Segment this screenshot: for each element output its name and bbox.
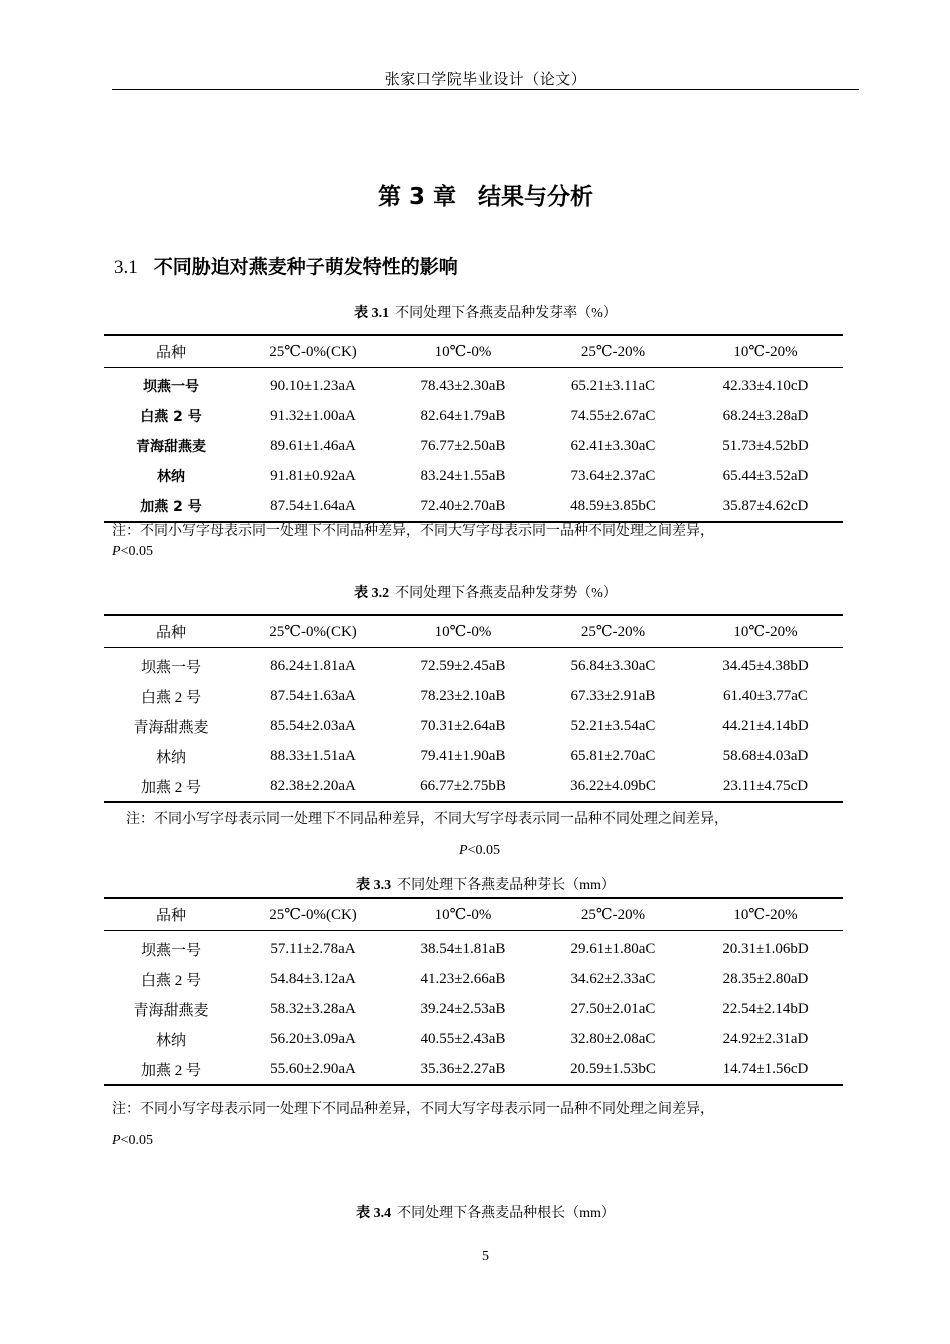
value-cell: 34.45±4.38bD: [722, 657, 809, 674]
value-cell: 72.59±2.45aB: [420, 657, 506, 674]
col-header: 25℃-0%(CK): [269, 624, 357, 640]
section-number: 3.1: [114, 257, 138, 278]
note-text: 注：不同小写字母表示同一处理下不同品种差异，不同大写字母表示同一品种不同处理之间差异，: [126, 812, 728, 827]
note-text: 注：不同小写字母表示同一处理下不同品种差异，不同大写字母表示同一品种不同处理之间差异，: [112, 524, 714, 539]
note-text: 注：不同小写字母表示同一处理下不同品种差异，不同大写字母表示同一品种不同处理之间差异，: [112, 1102, 714, 1117]
variety-cell: 白燕 2 号: [140, 409, 202, 425]
col-header: 10℃-0%: [434, 344, 492, 360]
table-label: 表 3.4: [356, 1206, 392, 1221]
value-cell: 91.32±1.00aA: [270, 407, 356, 424]
value-cell: 40.55±2.43aB: [420, 1030, 506, 1047]
value-cell: 41.23±2.66aB: [420, 970, 506, 987]
value-cell: 90.10±1.23aA: [270, 377, 356, 394]
table-row: [104, 648, 843, 682]
col-header: 品种: [155, 908, 186, 924]
value-cell: 51.73±4.52bD: [722, 437, 809, 454]
value-cell: 82.38±2.20aA: [270, 777, 356, 794]
section-heading: [114, 252, 458, 279]
col-header: 10℃-0%: [434, 907, 492, 923]
value-cell: 20.59±1.53bC: [570, 1060, 656, 1077]
value-cell: 83.24±1.55aB: [420, 467, 506, 484]
value-cell: 27.50±2.01aC: [570, 1000, 656, 1017]
table-title: 不同处理下各燕麦品种芽长（mm）: [397, 878, 615, 893]
table-sprout-length: [104, 897, 843, 1086]
variety-cell: 坝燕一号: [143, 379, 199, 395]
value-cell: 28.35±2.80aD: [722, 970, 809, 987]
table-germination-rate: [104, 334, 843, 523]
value-cell: 42.33±4.10cD: [722, 377, 809, 394]
value-cell: 85.54±2.03aA: [270, 717, 356, 734]
value-cell: 70.31±2.64aB: [420, 717, 506, 734]
variety-cell: 青海甜燕麦: [136, 439, 206, 455]
table-row: [104, 401, 843, 431]
table-row: [104, 681, 843, 711]
col-header: 品种: [155, 625, 186, 641]
table-row: [104, 461, 843, 491]
note-p: P: [112, 1133, 121, 1148]
value-cell: 67.33±2.91aB: [570, 687, 656, 704]
value-cell: 52.21±3.54aC: [570, 717, 656, 734]
value-cell: 44.21±4.14bD: [722, 717, 809, 734]
value-cell: 78.23±2.10aB: [420, 687, 506, 704]
variety-cell: 白燕 2 号: [140, 689, 201, 706]
value-cell: 58.32±3.28aA: [270, 1000, 356, 1017]
value-cell: 35.36±2.27aB: [420, 1060, 506, 1077]
variety-cell: 加燕 2 号: [140, 779, 201, 796]
value-cell: 39.24±2.53aB: [420, 1000, 506, 1017]
col-header: 25℃-0%(CK): [269, 907, 357, 923]
note-p: P: [112, 544, 121, 559]
col-header: 10℃-0%: [434, 624, 492, 640]
note-threshold: <0.05: [120, 544, 153, 559]
value-cell: 65.44±3.52aD: [722, 467, 809, 484]
table-caption-3-2: [112, 582, 859, 602]
note-threshold: <0.05: [120, 1133, 153, 1148]
table-caption-3-4: [112, 1202, 859, 1222]
section-title: 不同胁迫对燕麦种子萌发特性的影响: [153, 256, 458, 278]
value-cell: 88.33±1.51aA: [270, 747, 356, 764]
table-row: [104, 431, 843, 461]
table-row: [104, 771, 843, 802]
table-row: [104, 741, 843, 771]
value-cell: 34.62±2.33aC: [570, 970, 656, 987]
value-cell: 55.60±2.90aA: [270, 1060, 356, 1077]
table-header-row: [104, 335, 843, 368]
table-header-row: [104, 615, 843, 648]
running-header: 张家口学院毕业设计（论文）: [384, 72, 587, 88]
value-cell: 56.84±3.30aC: [570, 657, 656, 674]
variety-cell: 加燕 2 号: [140, 499, 202, 515]
value-cell: 62.41±3.30aC: [570, 437, 656, 454]
col-header: 25℃-0%(CK): [269, 344, 357, 360]
value-cell: 29.61±1.80aC: [570, 940, 656, 957]
table-row: [104, 964, 843, 994]
value-cell: 32.80±2.08aC: [570, 1030, 656, 1047]
table-row: [104, 994, 843, 1024]
variety-cell: 加燕 2 号: [140, 1062, 201, 1079]
value-cell: 76.77±2.50aB: [420, 437, 506, 454]
variety-cell: 坝燕一号: [140, 942, 201, 959]
table-row: [104, 711, 843, 741]
table-caption-3-1: [112, 302, 859, 322]
value-cell: 65.81±2.70aC: [570, 747, 656, 764]
table-row: [104, 491, 843, 522]
variety-cell: 林纳: [155, 749, 186, 766]
value-cell: 38.54±1.81aB: [420, 940, 506, 957]
table-title: 不同处理下各燕麦品种根长（mm）: [397, 1206, 615, 1221]
value-cell: 73.64±2.37aC: [570, 467, 656, 484]
variety-cell: 青海甜燕麦: [133, 1002, 209, 1019]
value-cell: 72.40±2.70aB: [420, 497, 506, 514]
value-cell: 54.84±3.12aA: [270, 970, 356, 987]
value-cell: 35.87±4.62cD: [722, 497, 809, 514]
value-cell: 79.41±1.90aB: [420, 747, 506, 764]
col-header: 25℃-20%: [580, 907, 646, 923]
header-rule: [112, 89, 859, 90]
value-cell: 56.20±3.09aA: [270, 1030, 356, 1047]
value-cell: 68.24±3.28aD: [722, 407, 809, 424]
value-cell: 87.54±1.64aA: [270, 497, 356, 514]
col-header: 25℃-20%: [580, 344, 646, 360]
chapter-title: [112, 178, 859, 211]
table-label: 表 3.1: [354, 306, 390, 321]
value-cell: 87.54±1.63aA: [270, 687, 356, 704]
value-cell: 65.21±3.11aC: [570, 377, 656, 394]
table-note: [112, 522, 847, 562]
table-row: [104, 368, 843, 402]
value-cell: 48.59±3.85bC: [570, 497, 656, 514]
table-row: [104, 1024, 843, 1054]
col-header: 10℃-20%: [733, 624, 798, 640]
page-number: 5: [482, 1249, 489, 1264]
variety-cell: 林纳: [155, 1032, 186, 1049]
table-label: 表 3.3: [356, 878, 392, 893]
table-caption-3-3: [112, 874, 859, 894]
variety-cell: 白燕 2 号: [140, 972, 201, 989]
table-note-threshold: [112, 843, 847, 859]
table-title: 不同处理下各燕麦品种发芽率（%）: [395, 306, 617, 321]
col-header: 10℃-20%: [733, 907, 798, 923]
value-cell: 74.55±2.67aC: [570, 407, 656, 424]
value-cell: 23.11±4.75cD: [722, 777, 809, 794]
variety-cell: 坝燕一号: [140, 659, 201, 676]
variety-cell: 林纳: [157, 469, 185, 485]
note-threshold: <0.05: [467, 843, 500, 858]
value-cell: 89.61±1.46aA: [270, 437, 356, 454]
col-header: 25℃-20%: [580, 624, 646, 640]
table-label: 表 3.2: [354, 586, 390, 601]
table-germination-potential: [104, 614, 843, 803]
col-header: 10℃-20%: [733, 344, 798, 360]
value-cell: 61.40±3.77aC: [723, 687, 808, 704]
variety-cell: 青海甜燕麦: [133, 719, 209, 736]
value-cell: 82.64±1.79aB: [420, 407, 506, 424]
note-p: P: [459, 843, 468, 858]
value-cell: 91.81±0.92aA: [270, 467, 356, 484]
value-cell: 24.92±2.31aD: [722, 1030, 809, 1047]
value-cell: 78.43±2.30aB: [420, 377, 506, 394]
table-note: [126, 810, 848, 830]
value-cell: 14.74±1.56cD: [722, 1060, 809, 1077]
value-cell: 66.77±2.75bB: [420, 777, 506, 794]
chapter-number: 第 3 章: [377, 184, 457, 210]
chapter-name: 结果与分析: [478, 184, 594, 210]
table-row: [104, 1054, 843, 1085]
value-cell: 36.22±4.09bC: [570, 777, 656, 794]
value-cell: 20.31±1.06bD: [722, 940, 809, 957]
col-header: 品种: [155, 345, 186, 361]
value-cell: 57.11±2.78aA: [270, 940, 356, 957]
table-title: 不同处理下各燕麦品种发芽势（%）: [395, 586, 617, 601]
value-cell: 86.24±1.81aA: [270, 657, 356, 674]
table-row: [104, 931, 843, 965]
value-cell: 58.68±4.03aD: [722, 747, 809, 764]
value-cell: 22.54±2.14bD: [722, 1000, 809, 1017]
table-header-row: [104, 898, 843, 931]
table-note: [112, 1094, 847, 1156]
